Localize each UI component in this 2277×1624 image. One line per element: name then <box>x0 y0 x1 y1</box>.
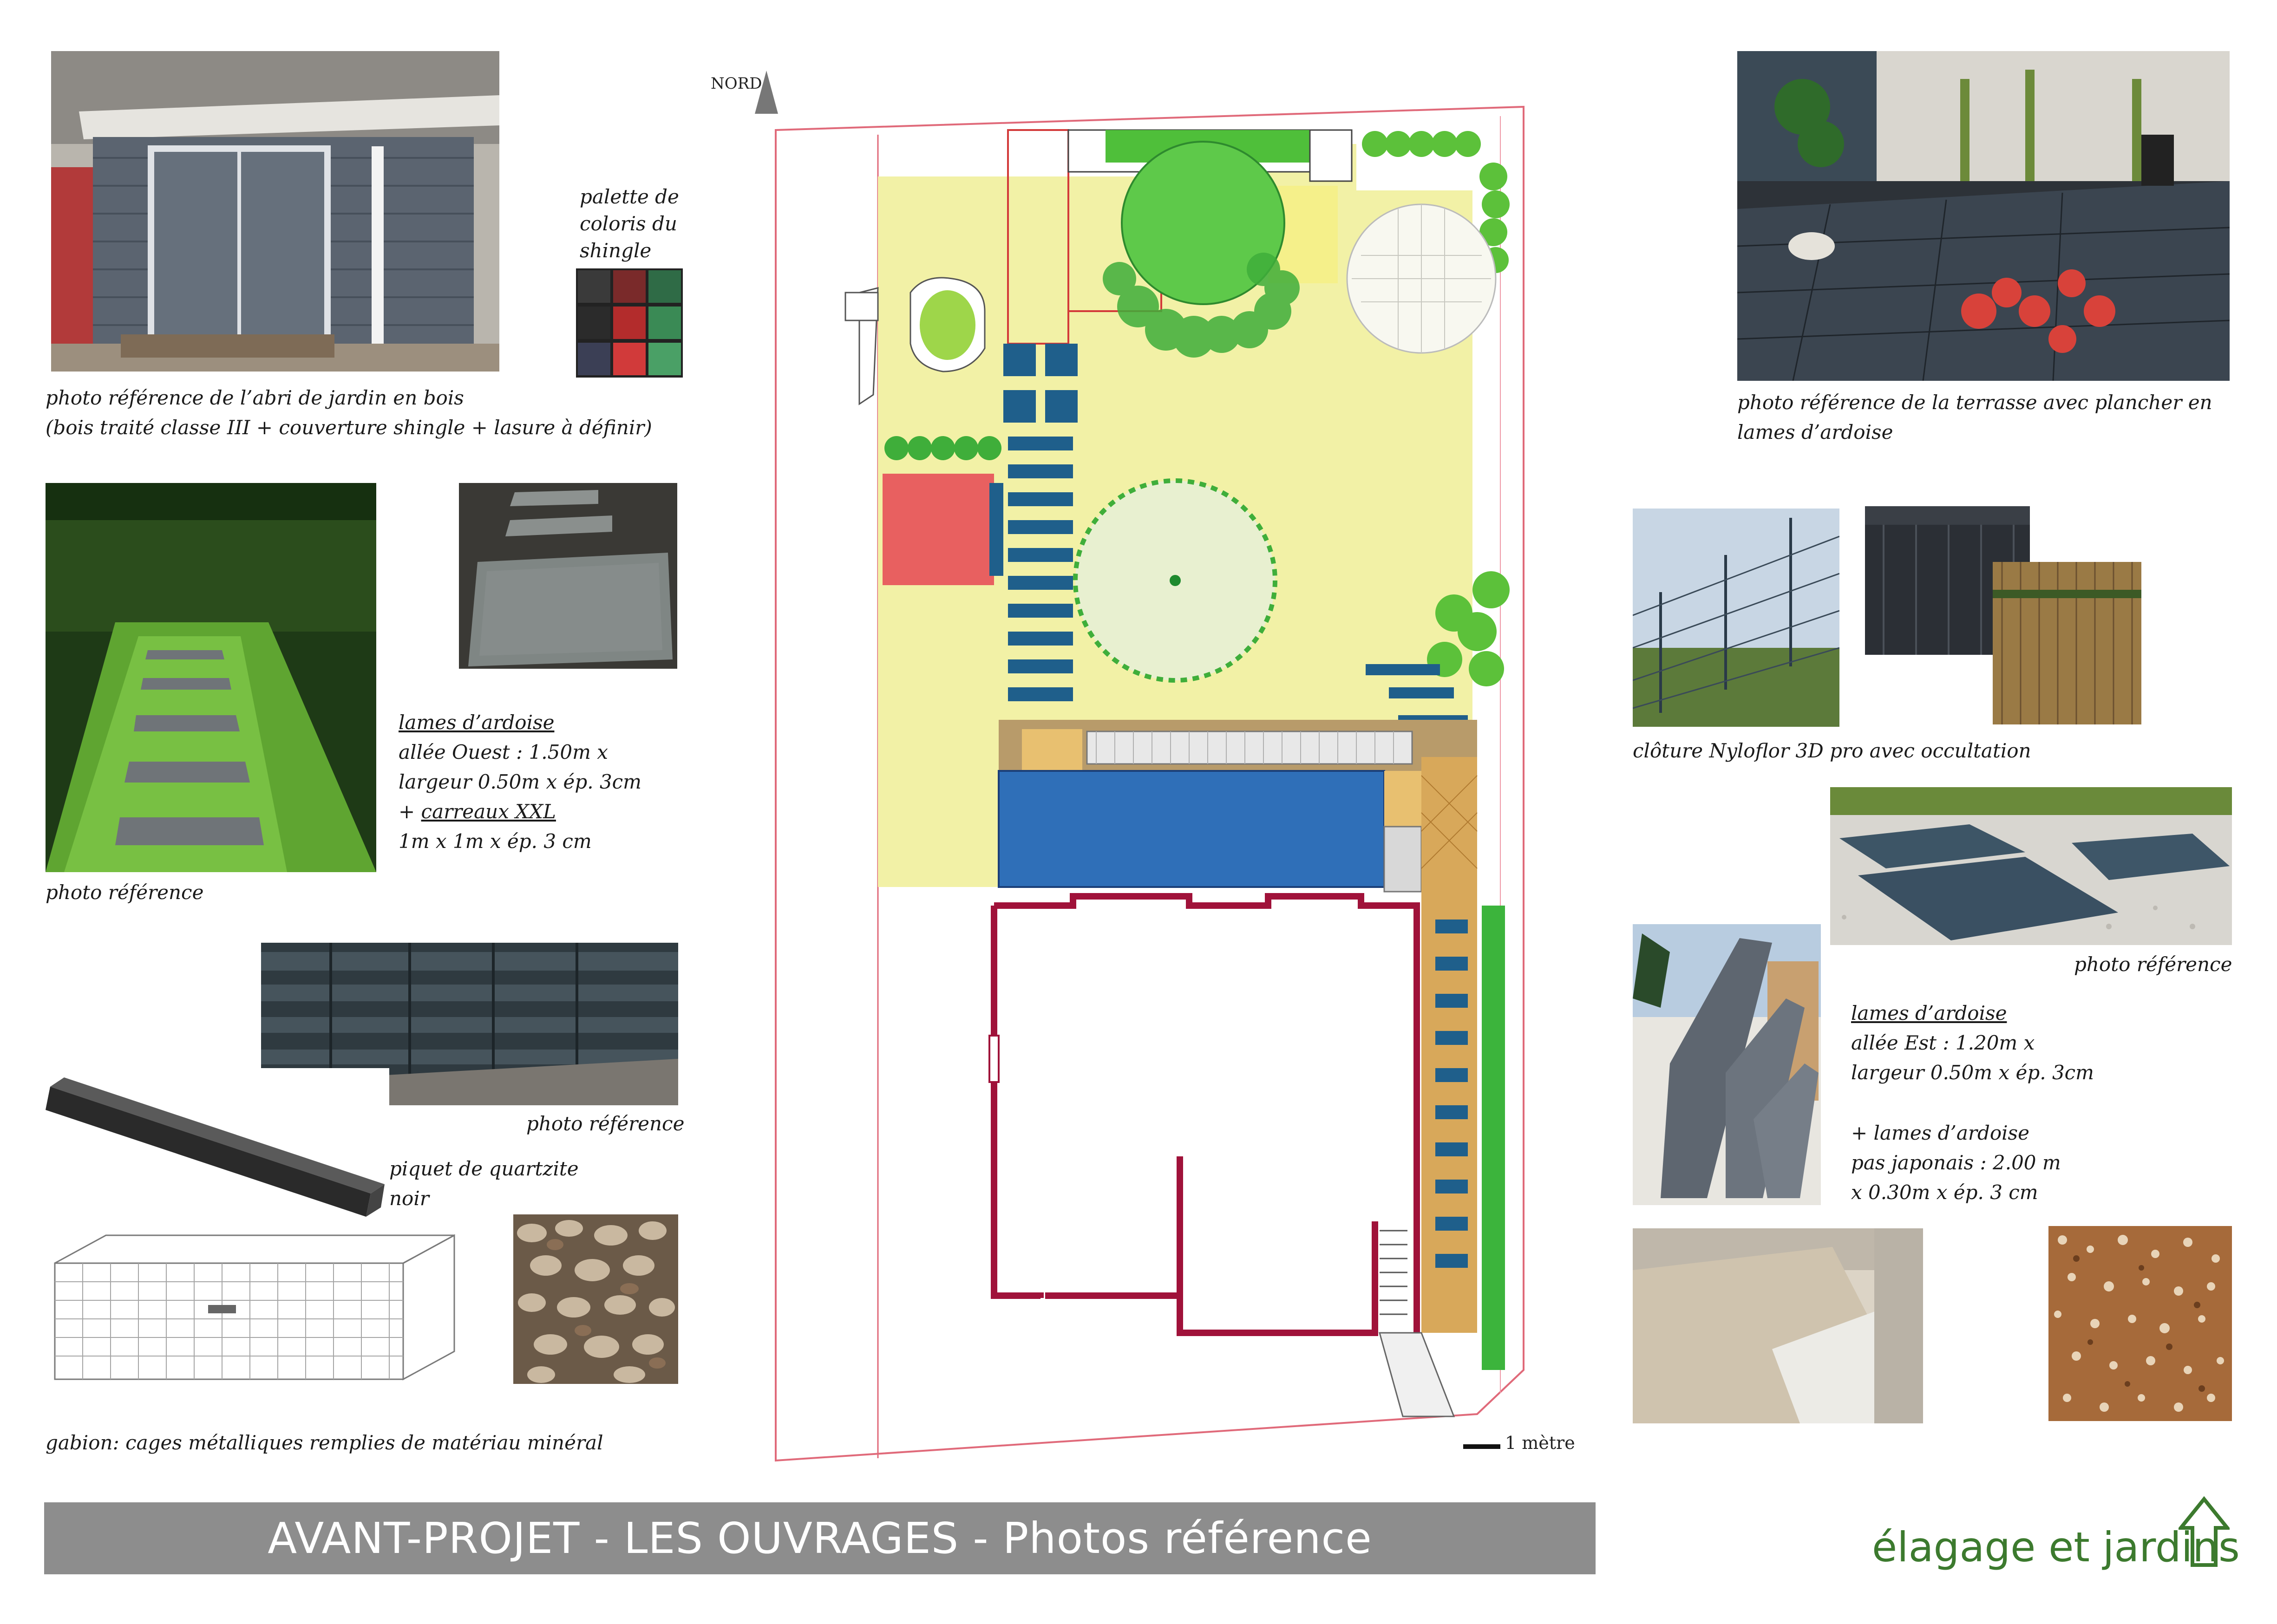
carreaux-line <box>399 797 641 827</box>
wall-photo-caption: photo référence <box>526 1112 685 1135</box>
east-photo-caption: photo référence <box>2074 953 2232 976</box>
piquet-caption-line-1: piquet de quartzite <box>389 1157 579 1180</box>
gabion-cage-image <box>46 1226 463 1389</box>
fence-photo-3 <box>1993 562 2141 724</box>
gabion-stones-photo <box>513 1214 678 1384</box>
company-logo <box>1872 1495 2240 1584</box>
north-label: NORD <box>711 74 762 93</box>
shed-caption-line-1: photo référence de l’abri de jardin en bois <box>46 386 464 409</box>
west-path-photo <box>46 483 376 872</box>
logo-arrow-icon <box>2179 1495 2230 1574</box>
scale-label: 1 mètre <box>1505 1433 1575 1453</box>
terrace-photo <box>1737 51 2230 381</box>
east-path-photo <box>1830 787 2232 945</box>
piquet-caption-line-2: noir <box>389 1187 429 1210</box>
carreaux-prefix: + <box>399 800 421 823</box>
east-lames-title: lames d’ardoise <box>1851 1002 2007 1024</box>
west-photo-caption: photo référence <box>46 881 204 904</box>
garden-plan <box>711 70 1593 1463</box>
slate-planks-photo <box>1633 924 1821 1205</box>
banner-title: AVANT-PROJET - LES OUVRAGES - Photos référence <box>268 1513 1372 1563</box>
carreaux-link: carreaux XXL <box>421 800 556 823</box>
fence-caption: clôture Nyloflor 3D pro avec occultation <box>1633 739 2031 762</box>
quartzite-post-image <box>46 1068 389 1221</box>
east-lames-line-1: allée Est : 1.20m x <box>1851 1031 2035 1054</box>
japan-line-1: + lames d’ardoise <box>1851 1122 2029 1144</box>
title-banner <box>44 1502 1596 1574</box>
japan-line-3: x 0.30m x ép. 3 cm <box>1851 1181 2038 1204</box>
east-lames-line-2: largeur 0.50m x ép. 3cm <box>1851 1061 2094 1084</box>
fence-photo-1 <box>1633 509 1839 727</box>
shed-photo <box>51 51 499 372</box>
west-lames-line-2: largeur 0.50m x ép. 3cm <box>399 770 642 793</box>
logo-text: élagage et jardins <box>1872 1523 2240 1571</box>
japan-line-2: pas japonais : 2.00 m <box>1851 1151 2061 1174</box>
gabion-caption: gabion: cages métalliques remplies de matériau minéral <box>46 1431 603 1454</box>
gravel-texture-photo <box>2048 1226 2232 1421</box>
slate-slabs-photo <box>459 483 677 669</box>
palette-caption-line-1: palette de <box>580 185 679 208</box>
terrace-caption-line-2: lames d’ardoise <box>1737 421 1893 444</box>
carreaux-size: 1m x 1m x ép. 3 cm <box>399 830 592 853</box>
palette-caption-line-3: shingle <box>580 239 652 262</box>
terrace-caption-line-1: photo référence de la terrasse avec plancher en <box>1737 391 2212 414</box>
gravel-path-photo <box>1633 1228 1923 1423</box>
west-lames-line-1: allée Ouest : 1.50m x <box>399 741 608 763</box>
shingle-palette <box>576 268 683 378</box>
west-lames-title: lames d’ardoise <box>399 711 555 734</box>
shed-caption-line-2: (bois traité classe III + couverture shingle + lasure à définir) <box>46 416 652 439</box>
palette-caption-line-2: coloris du <box>580 212 677 235</box>
